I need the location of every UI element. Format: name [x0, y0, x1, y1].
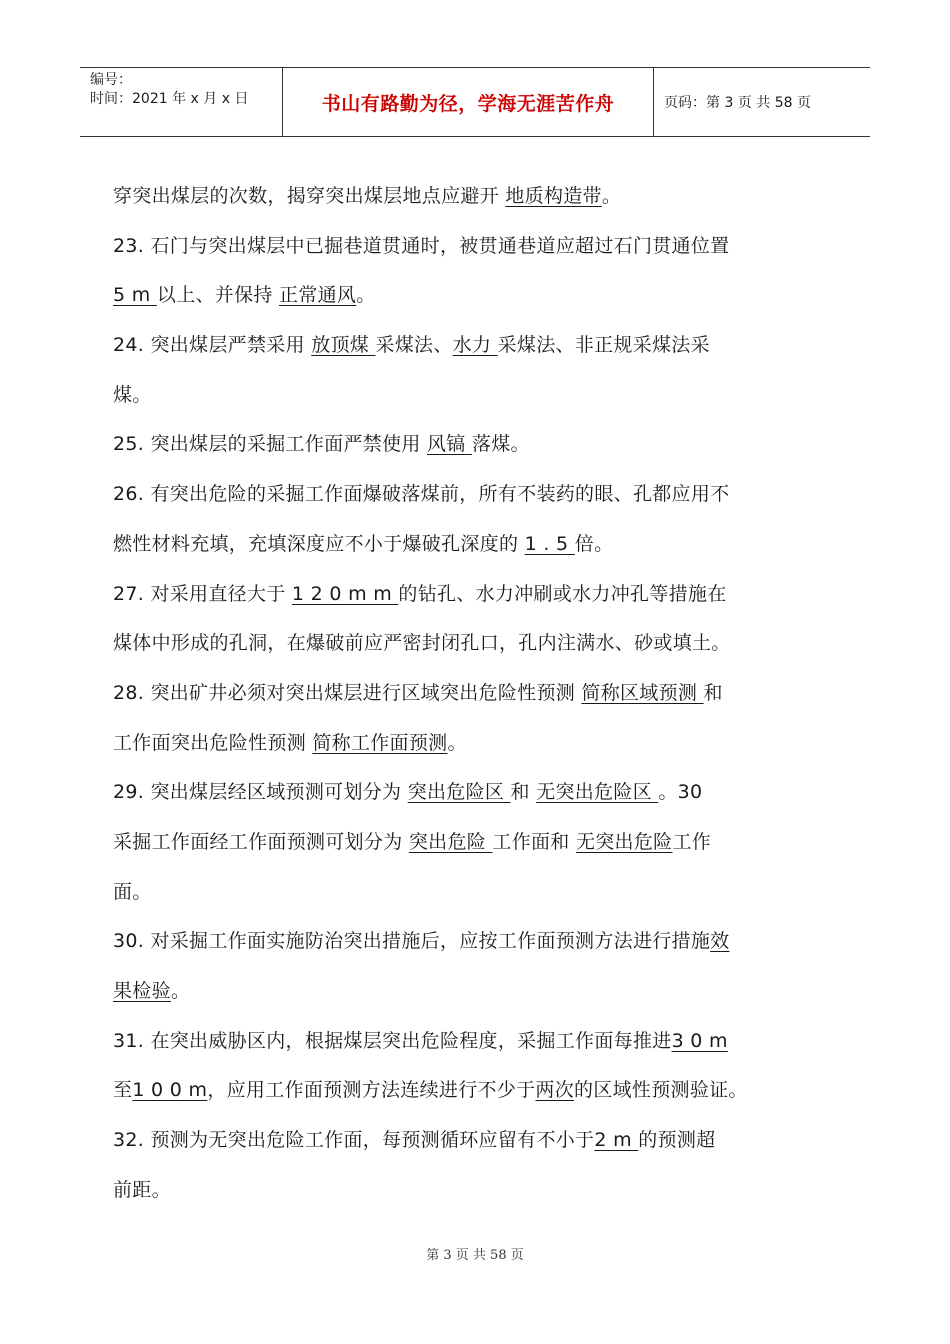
- text-line: [113, 1116, 843, 1166]
- line-text: 25. 突出煤层的采掘工作面严禁使用: [113, 433, 427, 456]
- line-text: 以上、并保持: [156, 284, 280, 307]
- answer-blank: 突出危险区: [407, 781, 511, 804]
- answer-blank: 风镐: [427, 433, 472, 456]
- line-text: 30. 对采掘工作面实施防治突出措施后，应按工作面预测方法进行措施: [113, 930, 711, 953]
- answer-blank: 1 . 5: [524, 532, 575, 555]
- line-text: 煤。: [113, 383, 152, 406]
- line-text: 煤体中形成的孔洞，在爆破前应严密封闭孔口，孔内注满水、砂或填土。: [113, 632, 731, 655]
- text-line: [113, 222, 843, 272]
- line-text: 的预测超: [638, 1129, 716, 1152]
- line-text: 面。: [113, 880, 152, 903]
- line-text: 和: [510, 781, 537, 804]
- line-text: 和: [703, 681, 723, 704]
- text-line: [113, 868, 843, 918]
- answer-blank: 正常通风: [279, 284, 357, 307]
- answer-blank: 5 m: [113, 284, 157, 307]
- answer-blank: 3 0 m: [671, 1029, 728, 1052]
- answer-blank: 1 2 0 m m: [291, 582, 399, 605]
- line-text: 工作面和: [492, 830, 576, 853]
- line-text: 。30: [658, 781, 703, 804]
- answer-blank: 简称区域预测: [581, 681, 704, 704]
- answer-blank: 地质构造带: [505, 185, 602, 207]
- answer-blank: 水力: [452, 334, 498, 357]
- line-text: 。: [601, 185, 622, 207]
- serial-number-label: 编号：: [90, 72, 132, 88]
- line-text: 采煤法、非正规采煤法采: [497, 334, 710, 357]
- line-text: 穿突出煤层的次数，揭穿突出煤层地点应避开: [113, 185, 506, 207]
- text-line: [113, 967, 843, 1017]
- line-text: 23. 石门与突出煤层中已掘巷道贯通时，被贯通巷道应超过石门贯通位置: [113, 234, 730, 257]
- line-text: 工作: [672, 830, 712, 853]
- text-line: [113, 669, 843, 719]
- header-motto: 书山有路勤为径，学海无涯苦作舟: [282, 68, 654, 136]
- answer-blank: 简称工作面预测: [312, 731, 448, 754]
- text-line: [113, 1066, 843, 1116]
- answer-blank: 果检验: [113, 980, 171, 1002]
- text-line: [113, 520, 843, 570]
- line-text: 24. 突出煤层严禁采用: [113, 334, 312, 357]
- line-text: 前距。: [113, 1178, 171, 1201]
- line-text: 。: [170, 980, 191, 1002]
- line-text: 燃性材料充填，充填深度应不小于爆破孔深度的: [113, 532, 525, 555]
- line-text: 32. 预测为无突出危险工作面，每预测循环应留有不小于: [113, 1129, 595, 1152]
- line-text: 工作面突出危险性预测: [113, 731, 313, 754]
- text-line: [113, 271, 843, 321]
- line-text: 倍。: [574, 532, 614, 555]
- text-line: [113, 917, 843, 967]
- line-text: 至: [113, 1079, 133, 1102]
- text-line: [113, 619, 843, 669]
- answer-blank: 无突出危险: [575, 830, 673, 853]
- text-line: [113, 1017, 843, 1067]
- line-text: 落煤。: [471, 433, 530, 456]
- text-line: [113, 570, 843, 620]
- text-line: [113, 768, 843, 818]
- line-text: 29. 突出煤层经区域预测可划分为: [113, 781, 408, 804]
- line-text: 。: [447, 731, 467, 754]
- line-text: 28. 突出矿井必须对突出煤层进行区域突出危险性预测: [113, 681, 582, 704]
- answer-blank: 2 m: [594, 1129, 639, 1152]
- answer-blank: 突出危险: [408, 830, 493, 853]
- text-line: [113, 371, 843, 421]
- text-line: [113, 1166, 843, 1216]
- page-footer: 第 3 页 共 58 页: [426, 1248, 524, 1263]
- text-line: [113, 470, 843, 520]
- line-text: 27. 对采用直径大于: [113, 582, 292, 605]
- text-line: [113, 420, 843, 470]
- answer-blank: 两次: [535, 1079, 575, 1102]
- header-meta: [80, 68, 282, 136]
- answer-blank: 1 0 0 m: [132, 1079, 208, 1102]
- answer-blank: 无突出危险区: [536, 781, 659, 804]
- line-text: 。: [356, 284, 376, 307]
- answer-blank: 放顶煤: [311, 334, 376, 357]
- line-text: 31. 在突出威胁区内，根据煤层突出危险程度，采掘工作面每推进: [113, 1029, 672, 1052]
- line-text: 26. 有突出危险的采掘工作面爆破落煤前，所有不装药的眼、孔都应用不: [113, 483, 730, 506]
- line-text: 采掘工作面经工作面预测可划分为: [113, 830, 409, 853]
- line-text: ，应用工作面预测方法连续进行不少于: [207, 1079, 536, 1102]
- line-text: 的钻孔、水力冲刷或水力冲孔等措施在: [398, 582, 727, 605]
- text-line: [113, 321, 843, 371]
- document-header: [80, 67, 870, 137]
- date-label: 时间：2021 年 x 月 x 日: [90, 91, 249, 107]
- line-text: 的区域性预测验证。: [574, 1079, 748, 1102]
- document-body: [113, 172, 843, 1215]
- text-line: [113, 719, 843, 769]
- text-line: [113, 818, 843, 868]
- answer-blank: 效: [710, 930, 730, 953]
- text-line: [113, 172, 843, 222]
- header-page-info: 页码：第 3 页 共 58 页: [664, 95, 811, 111]
- line-text: 采煤法、: [375, 334, 453, 357]
